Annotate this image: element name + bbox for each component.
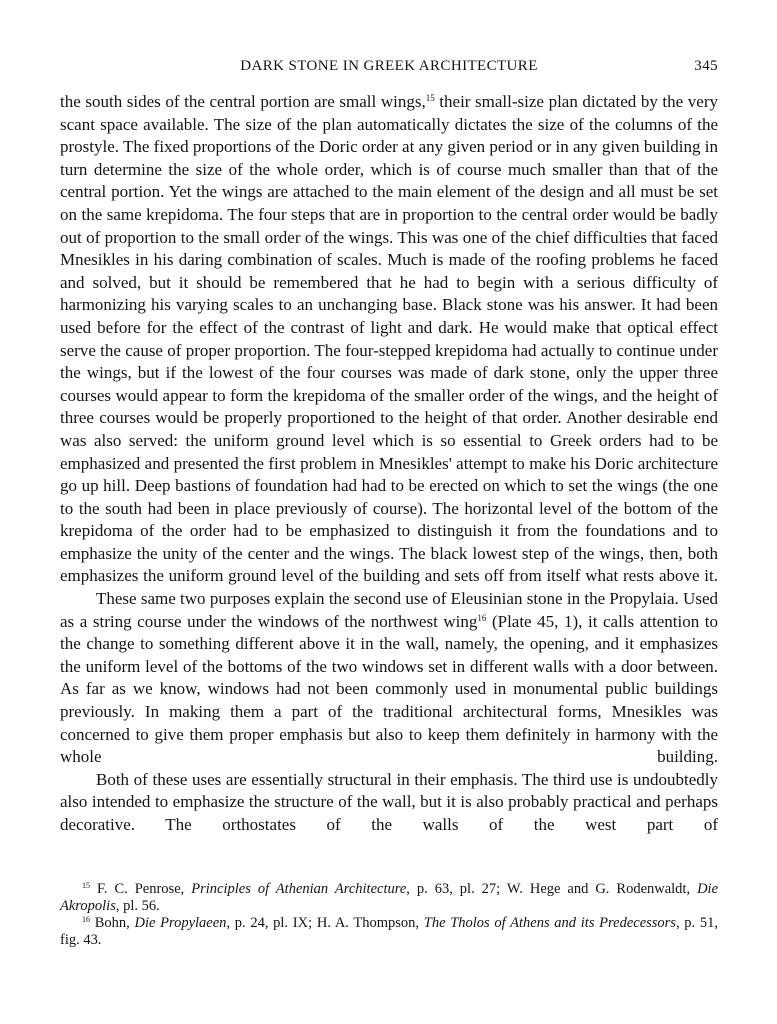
footnote-title: Die Propylaeen	[134, 915, 227, 931]
footnote-ref-16: 16	[477, 612, 487, 623]
paragraph-1	[60, 91, 718, 588]
footnote-text: Bohn,	[90, 915, 135, 931]
footnote-text: , p. 63, pl. 27; W. Hege and G. Rodenwaldt,	[406, 881, 698, 897]
paragraph-2-text-b: (Plate 45, 1), it calls attention to the change to something different above it in the wall, namely, the opening, and it emphasizes the uniform level of the bottoms of the two windows set in different walls with a door between. As far as we know, windows had not been commonly used in monumental public buildings previously. In making them a part of the traditional architectural forms, Mnesikles was concerned to give them proper emphasis but also to keep them definitely in harmony with the whole building.	[60, 611, 719, 767]
footnote-text: , p. 51, fig. 43.	[60, 915, 718, 948]
paragraph-1-text-a: the south sides of the central portion are small wings,	[60, 92, 426, 111]
paragraph-3: Both of these uses are essentially structural in their emphasis. The third use is undoubtedly also intended to emphasize the structure of the wall, but it is also probably practical and perhaps decorative. The orthostates of the walls of the west part of	[60, 769, 718, 834]
footnote-number: 15	[82, 881, 90, 890]
footnote-text: , pl. 56.	[115, 898, 160, 914]
footnote-text: F. C. Penrose,	[90, 881, 192, 897]
footnotes	[60, 881, 718, 949]
body-text	[60, 91, 718, 837]
footnote-ref-15: 15	[425, 93, 435, 103]
paragraph-2	[60, 588, 718, 769]
footnote-title: Principles of Athenian Architecture	[191, 881, 407, 897]
paragraph-1-text-b: their small-size plan dictated by the very scant space available. The size of the plan automatically dictates the size of the columns of the prostyle. The fixed proportions of the Doric order at any given period or in any given building in turn determine the size of the whole order, which is of course much smaller than that of the central portion. Yet the wings are attached to the main element of the design and all must be set on the same krepidoma. The four steps that are in proportion to the central order would be badly out of proportion to the small order of the wings. This was one of the chief difficulties that faced Mnesikles in his daring combination of scales. Much is made of the roofing problems he faced and solved, but it should be remembered that he had to begin with a serious difficulty of harmonizing his varying scales to an unchanging base. Black stone was his answer. It had been used before for the effect of the contrast of light and dark. He would make that optical effect serve the cause of proper proportion. The four-stepped krepidoma had actually to continue under the wings, but if the lowest of the four courses was made of dark stone, only the upper three courses would appear to form the krepidoma of the smaller order of the wings, and the height of three courses would be properly proportioned to the height of that order. Another desirable end was also served: the uniform ground level which is so essential to Greek orders had to be emphasized and presented the first problem in Mnesikles' attempt to make his Doric architecture go up hill. Deep bastions of foundation had had to be erected on which to set the wings (the one to the south had been in place previously of course). The horizontal level of the bottom of the krepidoma of the order had to be emphasized to distinguish it from the foundations and to emphasize the unity of the center and the wings. The black lowest step of the wings, then, both emphasizes the uniform ground level of the building and sets off from itself what rests above it.	[60, 92, 718, 586]
footnote-title: The Tholos of Athens and its Predecessors	[423, 915, 676, 931]
footnote-text: , p. 24, pl. IX; H. A. Thompson,	[226, 915, 424, 931]
footnote-15	[60, 881, 718, 915]
running-head	[60, 58, 718, 78]
footnote-16	[60, 915, 718, 949]
footnote-title: Die Akropolis	[60, 881, 718, 914]
footnote-number: 16	[82, 915, 90, 924]
page-number: 345	[694, 58, 718, 74]
paragraph-2-text-a: These same two purposes explain the second use of Eleusinian stone in the Propylaia. Used as a string course under the windows of the northwest wing	[60, 589, 718, 631]
running-title: DARK STONE IN GREEK ARCHITECTURE	[240, 58, 538, 74]
